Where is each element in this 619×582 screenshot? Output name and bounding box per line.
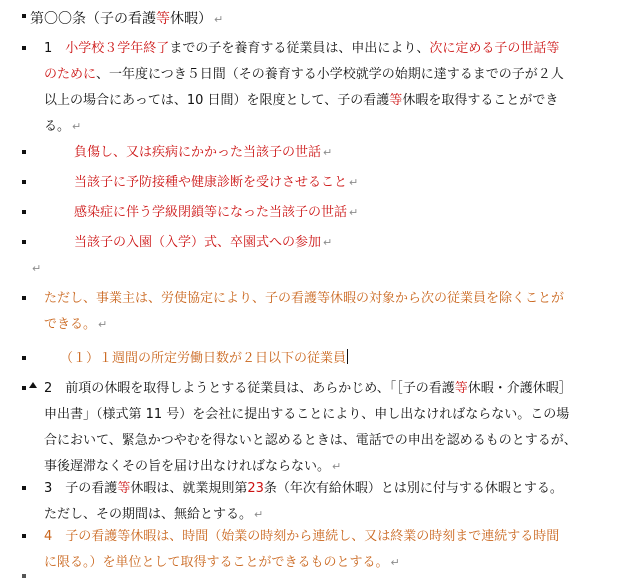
text-span: る。 — [44, 119, 71, 134]
return-mark: ↵ — [32, 262, 42, 275]
return-mark: ↵ — [349, 206, 359, 219]
text-span: 休暇を取得することができ — [402, 93, 559, 108]
text-line: 合において、緊急かつやむを得ないと認めるときは、電話での申出を認めるものとするが、 — [44, 433, 577, 448]
text-span: までの子を養育する従業員は、申出により、 — [169, 41, 430, 56]
paragraph-mark-bullet — [22, 46, 26, 50]
return-mark: ↵ — [254, 508, 264, 521]
list-item-text: 当該子に予防接種や健康診断を受けさせること — [74, 175, 348, 190]
text-span: 子の看護 — [65, 481, 118, 496]
text-span: 小学校３学年終了 — [65, 41, 170, 56]
return-mark: ↵ — [98, 318, 108, 331]
list-item-text: 感染症に伴う学級閉鎖等になった当該子の世話 — [74, 205, 348, 220]
paragraph-mark-bullet — [22, 356, 26, 360]
paragraph-mark-bullet — [22, 386, 26, 390]
article-heading[interactable] — [30, 6, 596, 33]
paragraph-mark-bullet — [22, 534, 26, 538]
return-mark: ↵ — [72, 120, 82, 133]
text-cursor — [347, 349, 348, 364]
list-item[interactable] — [74, 170, 619, 196]
paragraph-3[interactable] — [44, 476, 610, 528]
text-span: 以上の場合にあっては、10 日間）を限度として、子の看護 — [44, 93, 390, 108]
paragraph-mark-bullet — [22, 296, 26, 300]
paragraph-4-number: 4 — [44, 529, 53, 544]
return-mark: ↵ — [332, 460, 342, 473]
proviso-item[interactable] — [60, 346, 619, 372]
text-line: 申出書」（様式第 11 号）を会社に提出することにより、申し出なければならない。この場 — [44, 407, 570, 422]
list-item[interactable] — [74, 200, 619, 226]
text-span: 次に定める子の世話等 — [429, 41, 560, 56]
heading-prefix: 第〇〇条（子の看護 — [30, 11, 156, 27]
paragraph-mark-bullet — [22, 210, 26, 214]
text-span: 休暇は、就業規則第 — [130, 481, 248, 496]
paragraph-mark-bullet — [22, 240, 26, 244]
text-span: 23 — [247, 481, 264, 496]
empty-paragraph[interactable] — [30, 256, 596, 282]
paragraph-2-number: 2 — [44, 381, 53, 396]
paragraph-mark-bullet — [22, 486, 26, 490]
text-span: 休暇・介護休暇］ — [467, 381, 572, 396]
list-item[interactable] — [74, 230, 619, 256]
text-span: できる。 — [44, 317, 97, 332]
return-mark: ↵ — [323, 146, 333, 159]
return-mark: ↵ — [390, 556, 400, 569]
paragraph-mark-bullet — [22, 150, 26, 154]
text-span: 、一年度につき５日間（その養育する小学校就学の始期に達するまでの子が２人 — [96, 67, 564, 82]
text-span: のために — [44, 67, 97, 82]
text-span: ただし、その期間は、無給とする。 — [44, 507, 253, 522]
paragraph-mark-bullet — [22, 574, 26, 578]
paragraph-4[interactable] — [44, 524, 610, 576]
proviso-paragraph[interactable] — [44, 286, 610, 338]
collapse-arrow-icon[interactable] — [29, 382, 37, 388]
paragraph-2[interactable] — [44, 376, 610, 480]
list-item-text: 当該子の入園（入学）式、卒園式への参加 — [74, 235, 322, 250]
text-span: 等 — [389, 93, 403, 108]
paragraph-mark-bullet — [22, 180, 26, 184]
list-item-text: 負傷し、又は疾病にかかった当該子の世話 — [74, 145, 322, 160]
paragraph-mark-bullet — [22, 14, 26, 18]
text-span: 等 — [117, 481, 131, 496]
text-span: に限る。）を単位として取得することができるものとする。 — [44, 555, 389, 570]
text-span: 事後遅滞なくその旨を届け出なければならない。 — [44, 459, 331, 474]
heading-suffix: 休暇） — [170, 11, 212, 27]
paragraph-1-number: 1 — [44, 41, 53, 56]
text-line: ただし、事業主は、労使協定により、子の看護等休暇の対象から次の従業員を除くことが — [44, 291, 565, 306]
text-span: 前項の休暇を取得しようとする従業員は、あらかじめ、「［子の看護 — [65, 381, 455, 396]
return-mark: ↵ — [349, 176, 359, 189]
paragraph-1[interactable] — [44, 36, 610, 140]
text-span: 条（年次有給休暇）とは別に付与する休暇とする。 — [263, 481, 563, 496]
text-span: （１）１週間の所定労働日数が２日以下の従業員 — [60, 351, 347, 366]
return-mark: ↵ — [214, 13, 224, 26]
list-item[interactable] — [74, 140, 619, 166]
text-span: 子の看護等休暇は、時間（始業の時刻から連続し、又は終業の時刻まで連続する時間 — [65, 529, 560, 544]
text-span: 等 — [454, 381, 468, 396]
return-mark: ↵ — [323, 236, 333, 249]
paragraph-3-number: 3 — [44, 481, 53, 496]
heading-highlight: 等 — [156, 11, 170, 27]
